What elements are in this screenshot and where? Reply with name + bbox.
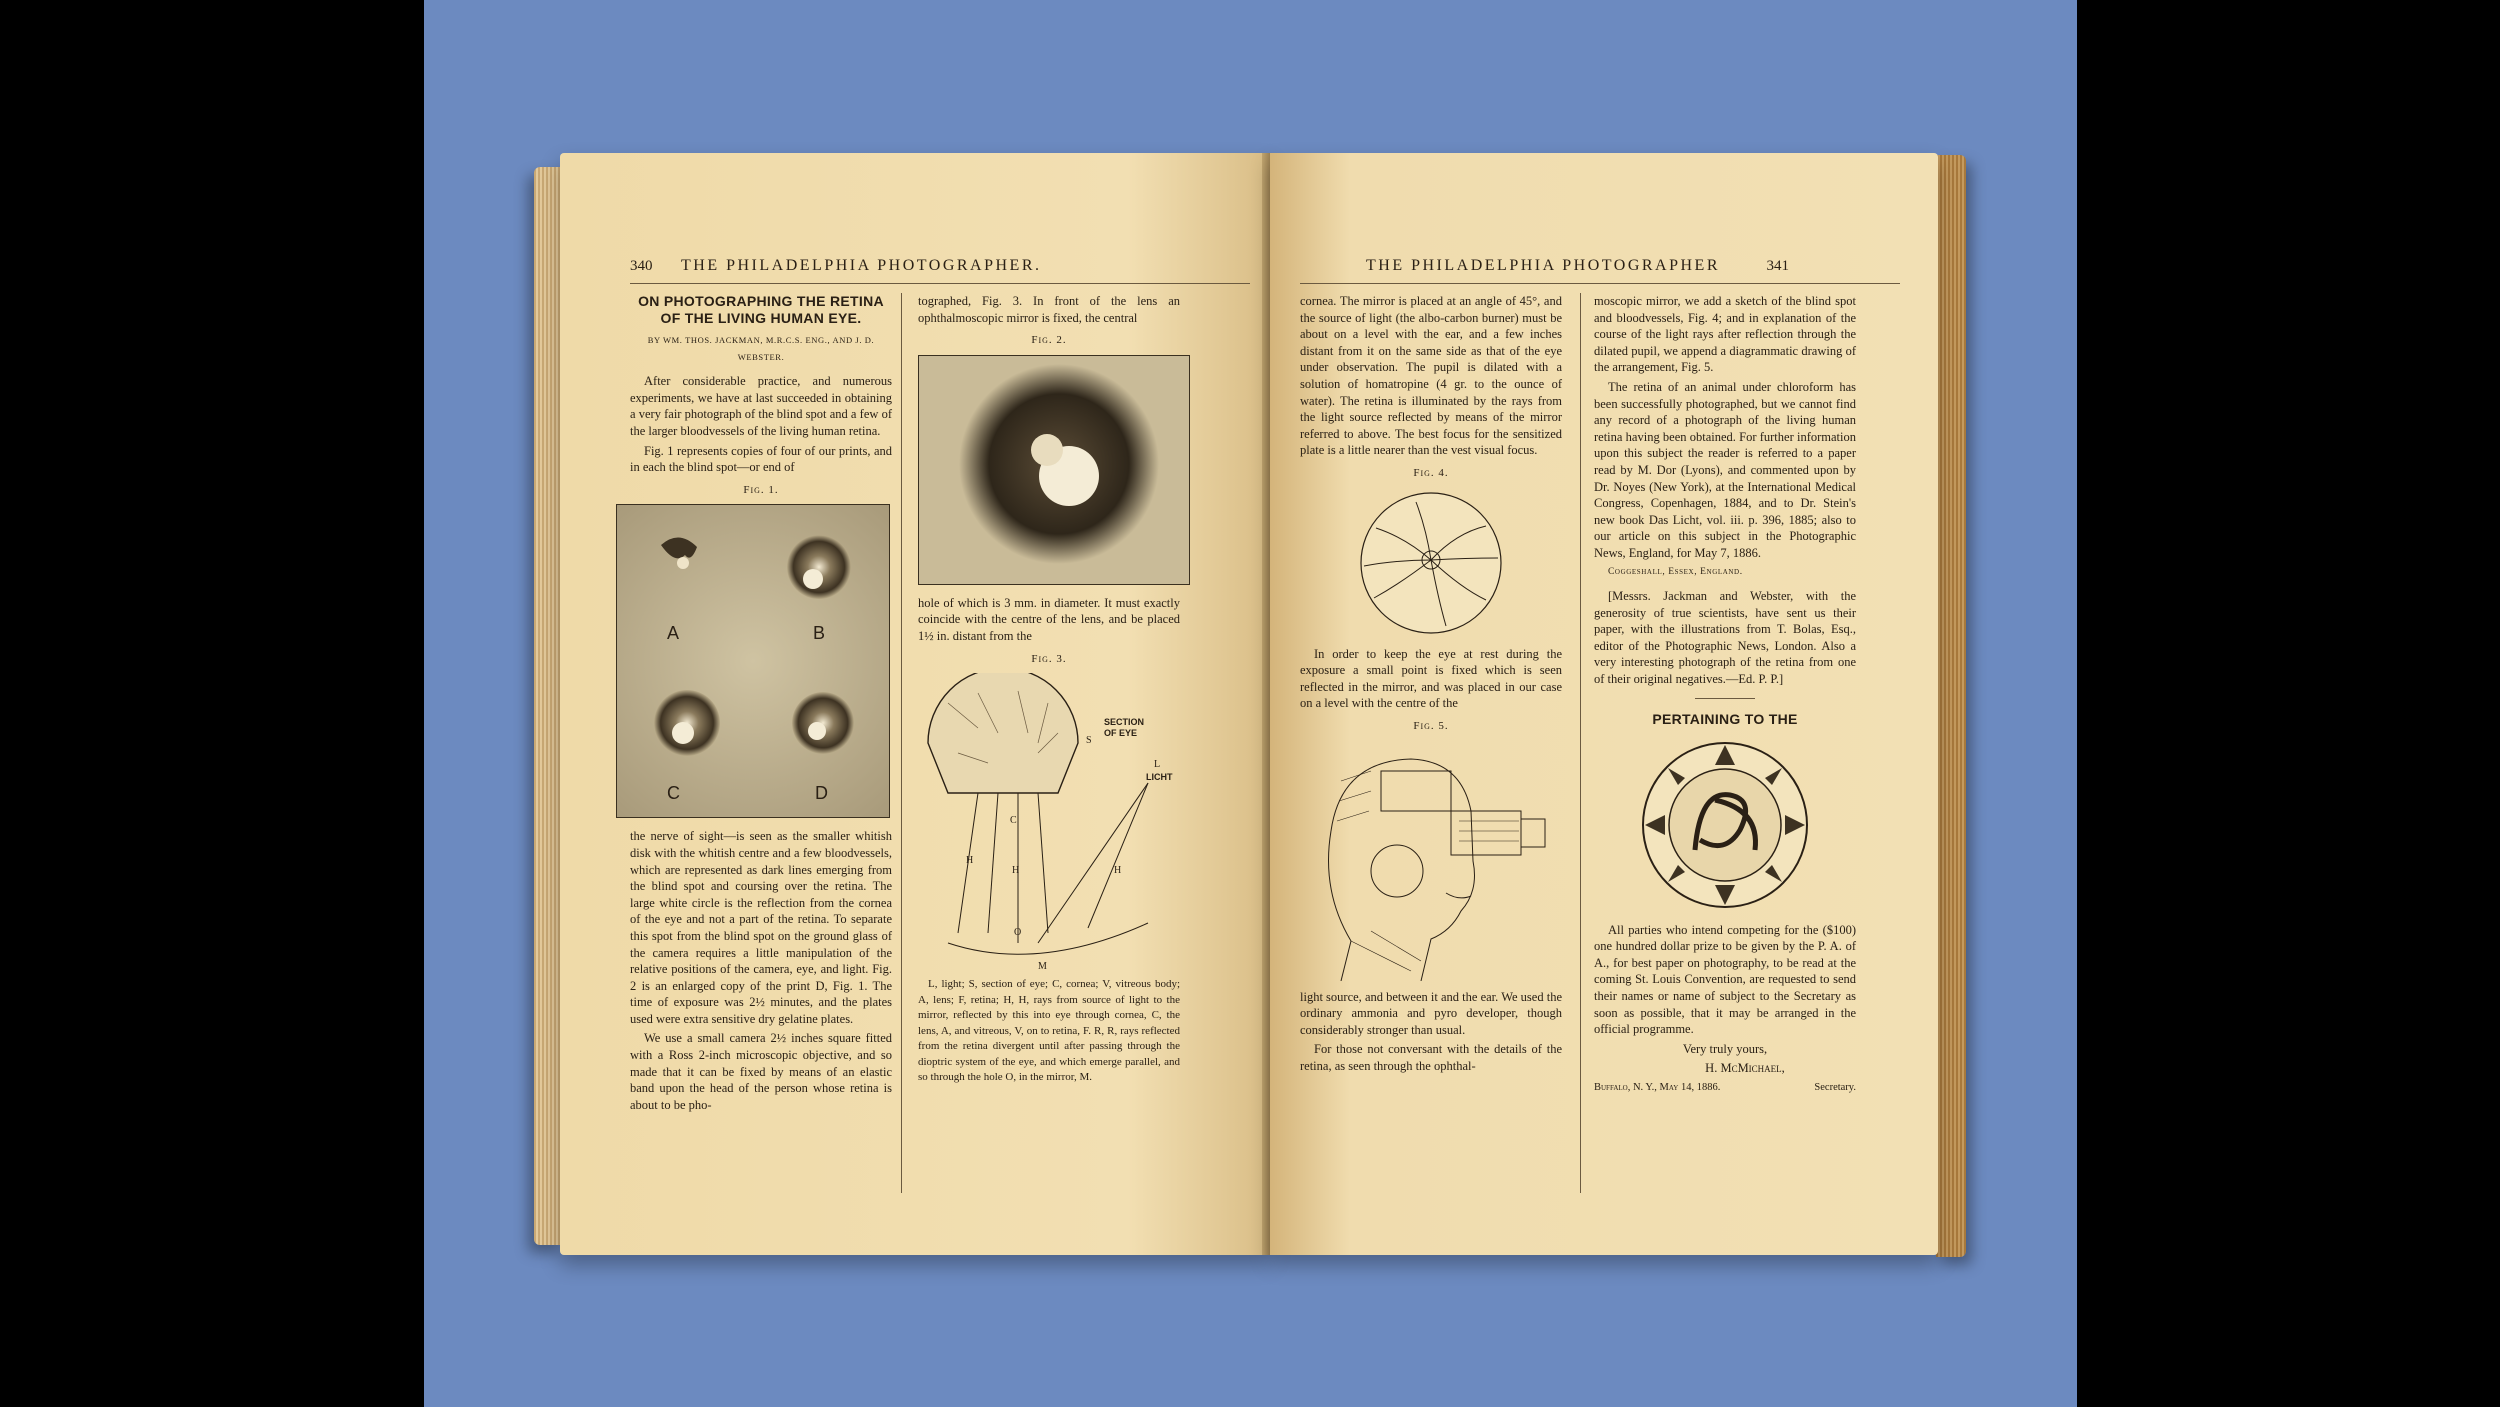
retina-sketch xyxy=(1346,488,1516,638)
figure-4-drawing xyxy=(1346,488,1516,638)
signature-title: Secretary. xyxy=(1814,1081,1856,1093)
paragraph: cornea. The mirror is placed at an angle of 45°, and the source of light (the albo-carbon burner) must be about on a level with the ear, and a few inches distant from it on the same side as that of the eye under observation. The pupil is dilated with a solution of homatropine (4 gr. to the ounce of water). The retina is illuminated by the rays from the light source reflected by means of the mirror referred to above. The best focus for the sensitized plate is a little nearer than the vest visual focus. xyxy=(1300,294,1562,458)
column-rule xyxy=(1580,293,1581,1193)
right-column-1 xyxy=(1300,293,1562,1077)
fig1-label-a: A xyxy=(667,623,680,644)
paragraph: For those not conversant with the details of the retina, as seen through the ophthal- xyxy=(1300,1042,1562,1073)
right-running-head xyxy=(1366,257,1789,275)
header-rule xyxy=(630,283,1250,284)
paragraph: the nerve of sight—is seen as the smaller whitish disk with the whitish centre and a few bloodvessels, which are represented as dark lines emerging from the blind spot and coursing over the retina. The large white circle is the reflection from the cornea of the eye and not a part of the retina. To separate this spot from the blind spot on the ground glass of the camera requires a little manipulation of the relative positions of the camera, eye, and light. Fig. 2 is an enlarged copy of the print D, Fig. 1. The time of exposure was 2½ minutes, and the plates used were extra sensitive dry gelatine plates. xyxy=(630,829,892,1026)
right-column-2 xyxy=(1594,293,1856,1097)
retina-prints-image xyxy=(617,505,889,817)
figure-caption: Fig. 3. xyxy=(1031,652,1067,665)
paragraph: Fig. 1 represents copies of four of our prints, and in each the blind spot—or end of xyxy=(630,443,892,475)
editor-note: [Messrs. Jackman and Webster, with the generosity of true scientists, have sent us their paper, with the illustrations from T. Bolas, Esq., editor of the Photographic News, London. Also a very interesting photograph of the retina from one of their original negatives.—Ed. P. P.] xyxy=(1594,589,1856,686)
figure-caption: Fig. 2. xyxy=(1031,334,1067,347)
paragraph: light source, and between it and the ear. We used the ordinary ammonia and pyro developer, though considerably stronger than usual. xyxy=(1300,989,1562,1037)
ornamental-monogram xyxy=(1640,740,1810,910)
fig3-letter: H xyxy=(1114,865,1122,877)
section-heading: PERTAINING TO THE xyxy=(1652,710,1798,727)
paragraph: hole of which is 3 mm. in diameter. It must exactly coincide with the centre of the lens, and be placed 1½ in. distant from the xyxy=(918,595,1180,643)
fig3-letter: H xyxy=(1012,865,1020,877)
fig3-letter: H xyxy=(966,855,974,867)
fig1-label-c: C xyxy=(667,783,680,804)
left-running-head xyxy=(630,257,1042,275)
fig3-licht-label: LICHT xyxy=(1146,772,1173,783)
place-line: Coggeshall, Essex, England. xyxy=(1608,566,1743,577)
journal-title: THE PHILADELPHIA PHOTOGRAPHER. xyxy=(681,257,1042,274)
left-column-2 xyxy=(918,293,1180,1089)
fig1-label-d: D xyxy=(815,783,828,804)
signature-footer xyxy=(1594,1080,1856,1097)
left-page xyxy=(560,153,1270,1255)
fig3-section-label: SECTION OF EYE xyxy=(1104,717,1145,739)
column-rule xyxy=(901,293,902,1193)
fig3-letter: L xyxy=(1154,759,1161,771)
fig3-letter: O xyxy=(1014,927,1022,939)
figure-caption: Fig. 4. xyxy=(1413,466,1449,479)
right-page xyxy=(1270,153,1938,1255)
figure-1-photo xyxy=(616,504,890,818)
association-seal xyxy=(1640,740,1810,910)
page-edges-right xyxy=(1936,155,1966,1257)
paragraph: All parties who intend competing for the ($100) one hundred dollar prize to be given by the P. A. of A., for best paper on photography, to be read at the coming St. Louis Convention, are requested to send their names or name of subject to the Secretary as soon as possible, that it may be arranged in the official programme. xyxy=(1594,922,1856,1037)
paragraph: We use a small camera 2½ inches square fitted with a Ross 2-inch microscopic objective, and so made that it can be fixed by means of an elastic band upon the head of the person whose retina is about to be pho- xyxy=(630,1031,892,1112)
left-column-1 xyxy=(630,293,892,1116)
fig1-label-b: B xyxy=(813,623,826,644)
paragraph: tographed, Fig. 3. In front of the lens an ophthalmoscopic mirror is fixed, the central xyxy=(918,294,1180,325)
fig3-letter: M xyxy=(1038,961,1047,973)
retina-enlargement-image xyxy=(919,356,1189,584)
journal-title: THE PHILADELPHIA PHOTOGRAPHER xyxy=(1366,257,1720,274)
paragraph: After considerable practice, and numerous experiments, we have at last succeeded in obtaining a very fair photograph of the blind spot and a few of the larger bloodvessels of the living human retina. xyxy=(630,374,892,438)
backdrop xyxy=(424,0,2077,1407)
paragraph: In order to keep the eye at rest during the exposure a small point is fixed which is seen reflected in the mirror, and was placed in our case on a level with the centre of the xyxy=(1300,646,1562,711)
signature: H. McMichael, xyxy=(1705,1061,1785,1076)
fig3-letter: C xyxy=(1010,815,1017,827)
camera-on-head-engraving xyxy=(1311,741,1551,981)
paragraph: moscopic mirror, we add a sketch of the blind spot and bloodvessels, Fig. 4; and in explanation of the course of the light rays after reflection through the dilated pupil, we append a diagrammatic drawing of the arrangement, Fig. 5. xyxy=(1594,294,1856,375)
signature-place: Buffalo, N. Y., May 14, 1886. xyxy=(1594,1081,1721,1093)
paragraph: The retina of an animal under chloroform has been successfully photographed, but we cannot find any record of a photograph of the living human retina having been obtained. For further information upon this subject the reader is referred to a paper read by M. Dor (Lyons), and commented upon by Dr. Noyes (New York), at the International Medical Congress, Copenhagen, 1884, and to Dr. Stein's new book Das Licht, vol. iii. p. 396, 1885; also to our article on this subject in the Photographic News, England, for May 7, 1886. xyxy=(1594,379,1856,560)
figure-3-diagram xyxy=(918,673,1180,973)
figure-legend: L, light; S, section of eye; C, cornea; V, vitreous body; A, lens; F, retina; H, H, rays from source of light to the mirror, reflected by this into eye through cornea, C, the lens, A, and vitreous, V, on to retina, F. R, R, rays reflected from the retina divergent until after passing through the dioptric system of the eye, and which emerge parallel, and so through the hole O, in the mirror, M. xyxy=(918,978,1180,1084)
section-divider xyxy=(1695,698,1755,699)
header-rule xyxy=(1300,283,1900,284)
figure-5-engraving xyxy=(1311,741,1551,981)
figure-2-photo xyxy=(918,355,1190,585)
page-number: 340 xyxy=(630,258,653,274)
byline: BY WM. THOS. JACKMAN, M.R.C.S. ENG., AND J. D. WEBSTER. xyxy=(647,335,875,362)
figure-caption: Fig. 5. xyxy=(1413,719,1449,732)
article-title: ON PHOTOGRAPHING THE RETINA OF THE LIVING HUMAN EYE. xyxy=(638,293,884,326)
fig3-letter: S xyxy=(1086,735,1092,747)
open-book xyxy=(534,145,1974,1265)
page-number: 341 xyxy=(1766,258,1789,274)
closing: Very truly yours, xyxy=(1682,1041,1768,1056)
figure-caption: Fig. 1. xyxy=(743,483,779,496)
